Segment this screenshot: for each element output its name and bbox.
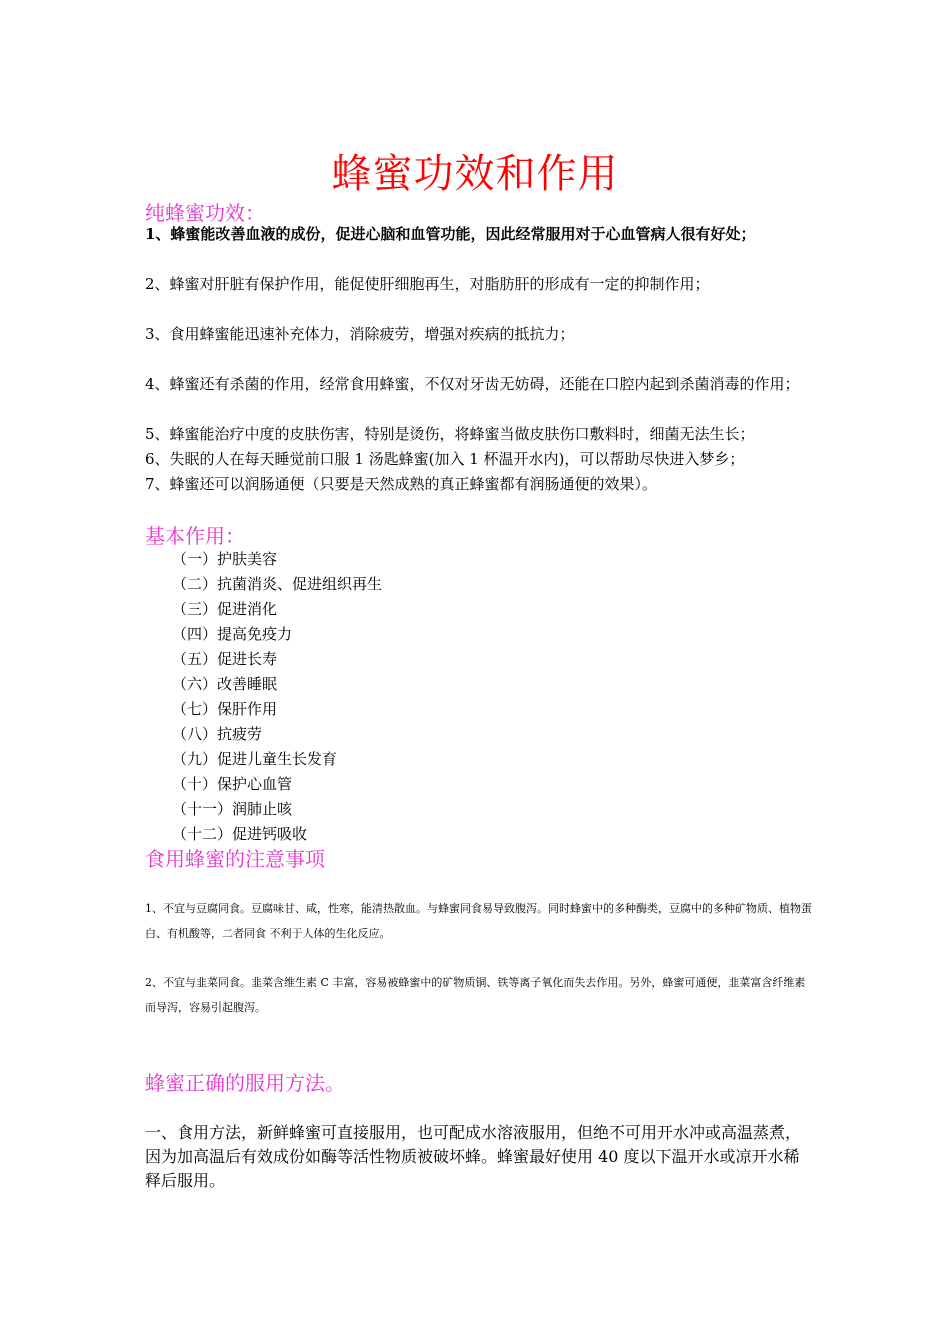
- section-heading-basic-functions: 基本作用：: [145, 524, 245, 548]
- paragraph: 1、蜂蜜能改善血液的成份，促进心脑和血管功能，因此经常服用对于心血管病人很有好处；: [145, 225, 756, 243]
- paragraph: 7、蜂蜜还可以润肠通便（只要是天然成熟的真正蜂蜜都有润肠通便的效果）。: [145, 475, 658, 493]
- paragraph: 2、不宜与韭菜同食。韭菜含维生素 C 丰富，容易被蜂蜜中的矿物质铜、铁等离子氧化而失去作用。另外，蜂蜜可通便，韭菜富含纤维素而导泻，容易引起腹泻。: [145, 976, 806, 1014]
- list-item: （九）促进儿童生长发育: [172, 750, 338, 768]
- list-item: （十）保护心血管: [172, 775, 293, 793]
- section-heading-pure-effects: 纯蜂蜜功效：: [145, 201, 265, 225]
- list-item: （六）改善睡眠: [172, 675, 278, 693]
- paragraph: 3、食用蜂蜜能迅速补充体力，消除疲劳，增强对疾病的抵抗力；: [145, 325, 575, 343]
- paragraph: 一、食用方法，新鲜蜂蜜可直接服用，也可配成水溶液服用，但绝不可用开水冲或高温蒸煮，因为加高温后有效成份如酶等活性物质被破坏蜂。蜂蜜最好使用 40 度以下温开水或凉开水稀释后服用。: [145, 1123, 802, 1190]
- list-item: （七）保肝作用: [172, 700, 278, 718]
- list-item: （四）提高免疫力: [172, 625, 293, 643]
- paragraph: 5、蜂蜜能治疗中度的皮肤伤害，特别是烫伤，将蜂蜜当做皮肤伤口敷料时，细菌无法生长；: [145, 425, 755, 443]
- section-heading-precautions: 食用蜂蜜的注意事项: [145, 847, 325, 871]
- paragraph: 6、失眠的人在每天睡觉前口服 1 汤匙蜂蜜(加入 1 杯温开水内)，可以帮助尽快进入梦乡；: [145, 450, 745, 468]
- list-item: （八）抗疲劳: [172, 725, 263, 743]
- list-item: （十一）润肺止咳: [172, 800, 293, 818]
- paragraph: 2、蜂蜜对肝脏有保护作用，能促使肝细胞再生，对脂肪肝的形成有一定的抑制作用；: [145, 275, 710, 293]
- list-item: （一）护肤美容: [172, 550, 278, 568]
- list-item: （十二）促进钙吸收: [172, 825, 308, 843]
- paragraph: 1、不宜与豆腐同食。豆腐味甘、咸，性寒，能清热散血。与蜂蜜同食易导致腹泻。同时蜂蜜中的多种酶类，豆腐中的多种矿物质、植物蛋白、有机酸等，二者同食 不利于人体的生化反应。: [145, 902, 812, 940]
- paragraph: 4、蜂蜜还有杀菌的作用，经常食用蜂蜜，不仅对牙齿无妨碍，还能在口腔内起到杀菌消毒的作用；: [145, 375, 800, 393]
- list-item: （五）促进长寿: [172, 650, 278, 668]
- list-item: （三）促进消化: [172, 600, 278, 618]
- list-item: （二）抗菌消炎、促进组织再生: [172, 575, 383, 593]
- document-title: 蜂蜜功效和作用: [331, 151, 619, 197]
- section-heading-usage: 蜂蜜正确的服用方法。: [145, 1071, 345, 1095]
